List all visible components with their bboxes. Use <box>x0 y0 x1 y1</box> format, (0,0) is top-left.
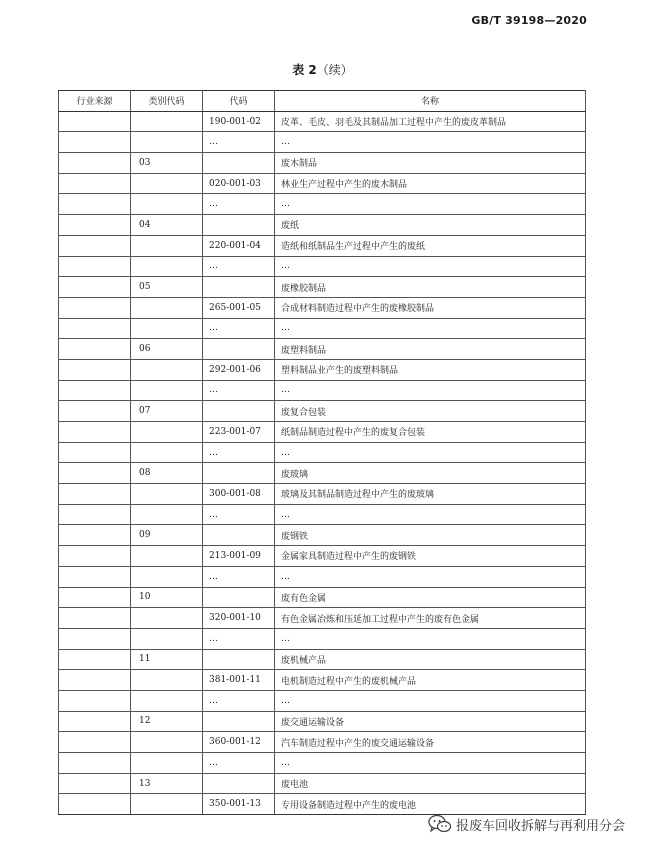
cell-code <box>203 525 275 546</box>
cell-code: … <box>203 318 275 339</box>
cell-category-code: 10 <box>131 587 203 608</box>
cell-name: 废纸 <box>275 215 586 236</box>
cell-category-code <box>131 380 203 401</box>
cell-industry-source <box>59 194 131 215</box>
cell-name: 玻璃及其制品制造过程中产生的废玻璃 <box>275 484 586 505</box>
cell-category-code <box>131 256 203 277</box>
table-row <box>59 359 586 380</box>
table-row <box>59 711 586 732</box>
watermark <box>428 814 625 834</box>
table-row <box>59 111 586 132</box>
cell-code: 190-001-02 <box>203 111 275 132</box>
table-row <box>59 173 586 194</box>
cell-name: 皮革、毛皮、羽毛及其制品加工过程中产生的废皮革制品 <box>275 111 586 132</box>
cell-industry-source <box>59 442 131 463</box>
cell-industry-source <box>59 484 131 505</box>
table-row <box>59 732 586 753</box>
cell-name: … <box>275 132 586 153</box>
cell-code <box>203 587 275 608</box>
cell-category-code <box>131 422 203 443</box>
cell-category-code: 06 <box>131 339 203 360</box>
cell-industry-source <box>59 546 131 567</box>
cell-name: … <box>275 753 586 774</box>
cell-name: 纸制品制造过程中产生的废复合包装 <box>275 422 586 443</box>
cell-industry-source <box>59 753 131 774</box>
table-row <box>59 132 586 153</box>
cell-industry-source <box>59 256 131 277</box>
cell-code: 220-001-04 <box>203 235 275 256</box>
cell-industry-source <box>59 359 131 380</box>
cell-industry-source <box>59 711 131 732</box>
cell-category-code <box>131 194 203 215</box>
cell-code: … <box>203 256 275 277</box>
cell-category-code: 03 <box>131 153 203 174</box>
cell-code: … <box>203 566 275 587</box>
cell-industry-source <box>59 504 131 525</box>
cell-category-code <box>131 235 203 256</box>
cell-industry-source <box>59 153 131 174</box>
cell-category-code <box>131 173 203 194</box>
table-row <box>59 401 586 422</box>
cell-name: … <box>275 504 586 525</box>
cell-code: … <box>203 132 275 153</box>
cell-code <box>203 153 275 174</box>
cell-name: 废电池 <box>275 773 586 794</box>
cell-name: 废复合包装 <box>275 401 586 422</box>
cell-code: 223-001-07 <box>203 422 275 443</box>
cell-category-code <box>131 318 203 339</box>
cell-name: 合成材料制造过程中产生的废橡胶制品 <box>275 297 586 318</box>
table-row <box>59 380 586 401</box>
cell-industry-source <box>59 132 131 153</box>
table-row <box>59 339 586 360</box>
table-title-main: 表 2 <box>292 63 317 77</box>
cell-code: … <box>203 504 275 525</box>
cell-category-code: 13 <box>131 773 203 794</box>
cell-industry-source <box>59 794 131 815</box>
cell-category-code: 08 <box>131 463 203 484</box>
table-row <box>59 587 586 608</box>
table-row <box>59 277 586 298</box>
cell-code: 213-001-09 <box>203 546 275 567</box>
cell-name: … <box>275 318 586 339</box>
table-body <box>59 111 586 814</box>
table-row <box>59 773 586 794</box>
cell-category-code <box>131 732 203 753</box>
cell-industry-source <box>59 732 131 753</box>
table-row <box>59 256 586 277</box>
cell-category-code: 11 <box>131 649 203 670</box>
cell-code <box>203 711 275 732</box>
cell-name: … <box>275 442 586 463</box>
cell-code: … <box>203 753 275 774</box>
cell-code <box>203 339 275 360</box>
table-row <box>59 566 586 587</box>
cell-name: 废玻璃 <box>275 463 586 484</box>
table-row <box>59 463 586 484</box>
cell-name: 专用设备制造过程中产生的废电池 <box>275 794 586 815</box>
cell-industry-source <box>59 422 131 443</box>
cell-name: 废橡胶制品 <box>275 277 586 298</box>
table-row <box>59 690 586 711</box>
cell-industry-source <box>59 297 131 318</box>
cell-industry-source <box>59 111 131 132</box>
cell-name: 塑料制品业产生的废塑料制品 <box>275 359 586 380</box>
table-title-continued: （续） <box>316 63 353 77</box>
table-row <box>59 670 586 691</box>
table-row <box>59 215 586 236</box>
cell-code: 300-001-08 <box>203 484 275 505</box>
cell-industry-source <box>59 215 131 236</box>
cell-category-code <box>131 111 203 132</box>
cell-code <box>203 649 275 670</box>
table-row <box>59 794 586 815</box>
cell-code <box>203 773 275 794</box>
standard-code: GB/T 39198—2020 <box>471 14 587 27</box>
cell-industry-source <box>59 628 131 649</box>
table-row <box>59 484 586 505</box>
cell-code: 381-001-11 <box>203 670 275 691</box>
cell-category-code <box>131 794 203 815</box>
cell-code: … <box>203 194 275 215</box>
table-row <box>59 422 586 443</box>
cell-category-code <box>131 753 203 774</box>
cell-industry-source <box>59 608 131 629</box>
cell-category-code <box>131 504 203 525</box>
cell-name: … <box>275 380 586 401</box>
cell-code: 292-001-06 <box>203 359 275 380</box>
cell-name: … <box>275 256 586 277</box>
cell-category-code <box>131 628 203 649</box>
cell-name: … <box>275 566 586 587</box>
cell-code: 265-001-05 <box>203 297 275 318</box>
category-table <box>58 90 586 815</box>
table-row <box>59 153 586 174</box>
cell-name: 废有色金属 <box>275 587 586 608</box>
table-row <box>59 753 586 774</box>
cell-code: 020-001-03 <box>203 173 275 194</box>
cell-code: 320-001-10 <box>203 608 275 629</box>
cell-code: … <box>203 628 275 649</box>
cell-category-code <box>131 442 203 463</box>
cell-category-code <box>131 608 203 629</box>
header-industry-source: 行业来源 <box>59 91 131 112</box>
cell-name: … <box>275 690 586 711</box>
cell-industry-source <box>59 401 131 422</box>
table-row <box>59 649 586 670</box>
table-row <box>59 235 586 256</box>
table-row <box>59 318 586 339</box>
cell-name: 造纸和纸制品生产过程中产生的废纸 <box>275 235 586 256</box>
cell-category-code: 07 <box>131 401 203 422</box>
cell-code: … <box>203 380 275 401</box>
table-row <box>59 297 586 318</box>
cell-industry-source <box>59 277 131 298</box>
cell-code: … <box>203 690 275 711</box>
cell-code <box>203 277 275 298</box>
cell-category-code <box>131 359 203 380</box>
table-row <box>59 194 586 215</box>
cell-name: 废塑料制品 <box>275 339 586 360</box>
table-row <box>59 608 586 629</box>
table-row <box>59 442 586 463</box>
cell-industry-source <box>59 339 131 360</box>
cell-code <box>203 401 275 422</box>
cell-industry-source <box>59 463 131 484</box>
cell-name: 有色金属冶炼和压延加工过程中产生的废有色金属 <box>275 608 586 629</box>
cell-category-code <box>131 546 203 567</box>
cell-name: … <box>275 628 586 649</box>
cell-industry-source <box>59 173 131 194</box>
cell-name: … <box>275 194 586 215</box>
cell-category-code <box>131 484 203 505</box>
cell-industry-source <box>59 649 131 670</box>
cell-category-code <box>131 566 203 587</box>
table-row <box>59 546 586 567</box>
cell-name: 电机制造过程中产生的废机械产品 <box>275 670 586 691</box>
cell-category-code <box>131 690 203 711</box>
cell-industry-source <box>59 235 131 256</box>
cell-name: 废木制品 <box>275 153 586 174</box>
cell-industry-source <box>59 318 131 339</box>
watermark-text: 报废车回收拆解与再利用分会 <box>455 818 625 834</box>
cell-name: 废交通运输设备 <box>275 711 586 732</box>
cell-industry-source <box>59 380 131 401</box>
cell-industry-source <box>59 566 131 587</box>
wechat-icon <box>428 814 452 834</box>
cell-code <box>203 463 275 484</box>
cell-code: 350-001-13 <box>203 794 275 815</box>
cell-name: 金属家具制造过程中产生的废钢铁 <box>275 546 586 567</box>
cell-category-code: 12 <box>131 711 203 732</box>
cell-name: 废钢铁 <box>275 525 586 546</box>
table-row <box>59 504 586 525</box>
header-name: 名称 <box>275 91 586 112</box>
cell-industry-source <box>59 690 131 711</box>
cell-category-code: 09 <box>131 525 203 546</box>
table-row <box>59 525 586 546</box>
cell-code <box>203 215 275 236</box>
cell-name: 汽车制造过程中产生的废交通运输设备 <box>275 732 586 753</box>
cell-name: 林业生产过程中产生的废木制品 <box>275 173 586 194</box>
cell-industry-source <box>59 670 131 691</box>
cell-category-code <box>131 670 203 691</box>
cell-name: 废机械产品 <box>275 649 586 670</box>
cell-category-code <box>131 132 203 153</box>
table-header-row <box>59 91 586 112</box>
table-title <box>0 61 645 78</box>
cell-category-code <box>131 297 203 318</box>
cell-category-code: 04 <box>131 215 203 236</box>
header-code: 代码 <box>203 91 275 112</box>
cell-code: … <box>203 442 275 463</box>
table-row <box>59 628 586 649</box>
cell-industry-source <box>59 587 131 608</box>
header-category-code: 类别代码 <box>131 91 203 112</box>
cell-industry-source <box>59 525 131 546</box>
cell-code: 360-001-12 <box>203 732 275 753</box>
cell-industry-source <box>59 773 131 794</box>
cell-category-code: 05 <box>131 277 203 298</box>
